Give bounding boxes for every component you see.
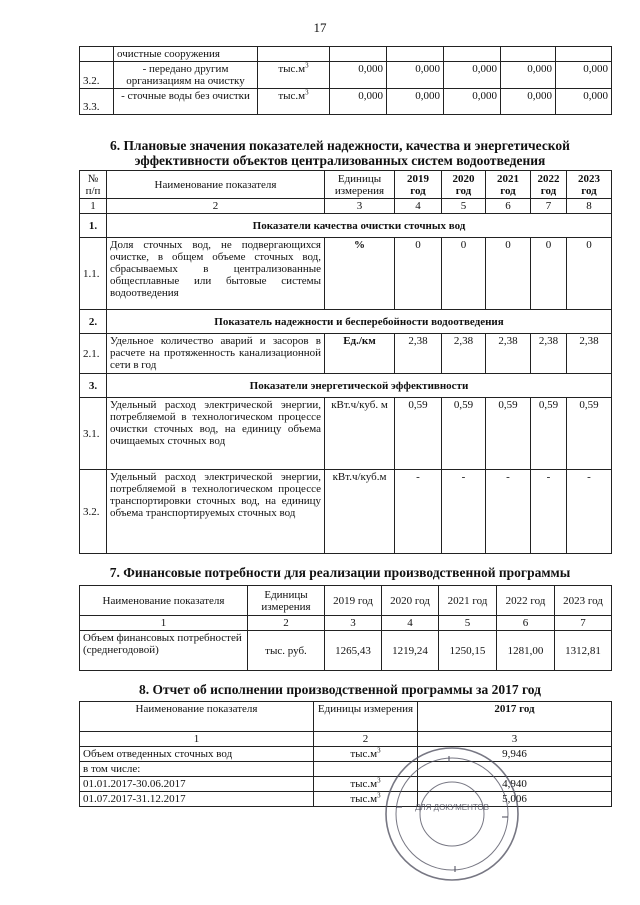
row-name: Удельный расход электрической энергии, потребляемой в технологическом процессе очистки сточных вод, на единицу объема очищаемых сточных вод — [107, 398, 325, 470]
group-title: Показатель надежности и бесперебойности водоотведения — [107, 310, 612, 334]
table-header-row: Наименование показателя Единицы измерения 2017 год — [80, 702, 612, 732]
table-row: 3.2. Удельный расход электрической энергии, потребляемой в технологическом процессе транспортировки сточных вод, на единицу объема транспортируемых сточных вод кВт.ч/куб.м - - - - - — [80, 470, 612, 554]
row-name: - передано другим организациям на очистку — [114, 62, 258, 89]
table-row: 01.01.2017-30.06.2017 $тыс.м^3$ 4,940 — [80, 777, 612, 792]
row-name: Удельный расход электрической энергии, потребляемой в технологическом процессе транспортировки сточных вод, на единицу объема транспортируемых сточных вод — [107, 470, 325, 554]
table-continuation — [79, 46, 612, 115]
section-6-title: 6. Плановые значения показателей надежности, качества и энергетической эффективности объектов централизованных систем водоотведения — [110, 138, 570, 168]
table-header-row: № п/п Наименование показателя Единицы измерения 2019 год 2020 год 2021 год 2022 год 2023 год — [80, 171, 612, 199]
table-section-8 — [79, 701, 612, 807]
row-name: Доля сточных вод, не подвергающихся очистке, в общем объеме сточных вод, сбрасываемых в централизованные общесплавные или бытовые системы водоотведения — [107, 238, 325, 310]
table-row: 2.1. Удельное количество аварий и засоров в расчете на протяженность канализационной сети в год Ед./км 2,38 2,38 2,38 2,38 2,38 — [80, 334, 612, 374]
stamp-text: ДЛЯ ДОКУМЕНТОВ — [414, 803, 490, 812]
table-row: 3.3. - сточные воды без очистки $тыс.м^3$ 0,000 0,000 0,000 0,000 0,000 — [80, 89, 612, 115]
col-num-header: № п/п — [80, 171, 107, 199]
row-name: Объем финансовых потребностей (среднегодовой) — [80, 631, 248, 671]
row-name: Удельное количество аварий и засоров в расчете на протяженность канализационной сети в год — [107, 334, 325, 374]
table-header-row: Наименование показателя Единицы измерения 2019 год 2020 год 2021 год 2022 год 2023 год — [80, 586, 612, 616]
group-row: 1. Показатели качества очистки сточных вод — [80, 214, 612, 238]
table-row: 3.1. Удельный расход электрической энергии, потребляемой в технологическом процессе очистки сточных вод, на единицу объема очищаемых сточных вод кВт.ч/куб. м 0,59 0,59 0,59 0,59 0,59 — [80, 398, 612, 470]
table-index-row: 1 2 3 4 5 6 7 — [80, 616, 612, 631]
table-row: Объем финансовых потребностей (среднегодовой) тыс. руб. 1265,43 1219,24 1250,15 1281,00 1312,81 — [80, 631, 612, 671]
group-row: 2. Показатель надежности и бесперебойности водоотведения — [80, 310, 612, 334]
table-row: 1.1. Доля сточных вод, не подвергающихся очистке, в общем объеме сточных вод, сбрасываемых в централизованные общесплавные или бытовые системы водоотведения % 0 0 0 0 0 — [80, 238, 612, 310]
table-section-6 — [79, 170, 612, 554]
table-row — [80, 47, 612, 62]
row-name: - сточные воды без очистки — [114, 89, 258, 115]
table-row: 3.2. - передано другим организациям на очистку $тыс.м^3$ 0,000 0,000 0,000 0,000 0,000 — [80, 62, 612, 89]
table-index-row: 1 2 3 — [80, 732, 612, 747]
col-name-header: Наименование показателя — [107, 171, 325, 199]
group-row: 3. Показатели энергетической эффективности — [80, 374, 612, 398]
table-row: в том числе: — [80, 762, 612, 777]
section-8-title: 8. Отчет об исполнении производственной программы за 2017 год — [139, 682, 541, 697]
table-row: 01.07.2017-31.12.2017 $тыс.м^3$ 5,006 — [80, 792, 612, 807]
page-number: 17 — [313, 20, 327, 35]
table-section-7 — [79, 585, 612, 671]
group-title: Показатели качества очистки сточных вод — [107, 214, 612, 238]
col-unit-header: Единицы измерения — [325, 171, 395, 199]
group-title: Показатели энергетической эффективности — [107, 374, 612, 398]
section-7-title: 7. Финансовые потребности для реализации производственной программы — [109, 565, 571, 580]
row-name: очистные сооружения — [114, 47, 258, 62]
seal-stamp-icon — [382, 744, 522, 884]
table-row: Объем отведенных сточных вод $тыс.м^3$ 9,946 — [80, 747, 612, 762]
table-index-row: 1 2 3 4 5 6 7 8 — [80, 199, 612, 214]
